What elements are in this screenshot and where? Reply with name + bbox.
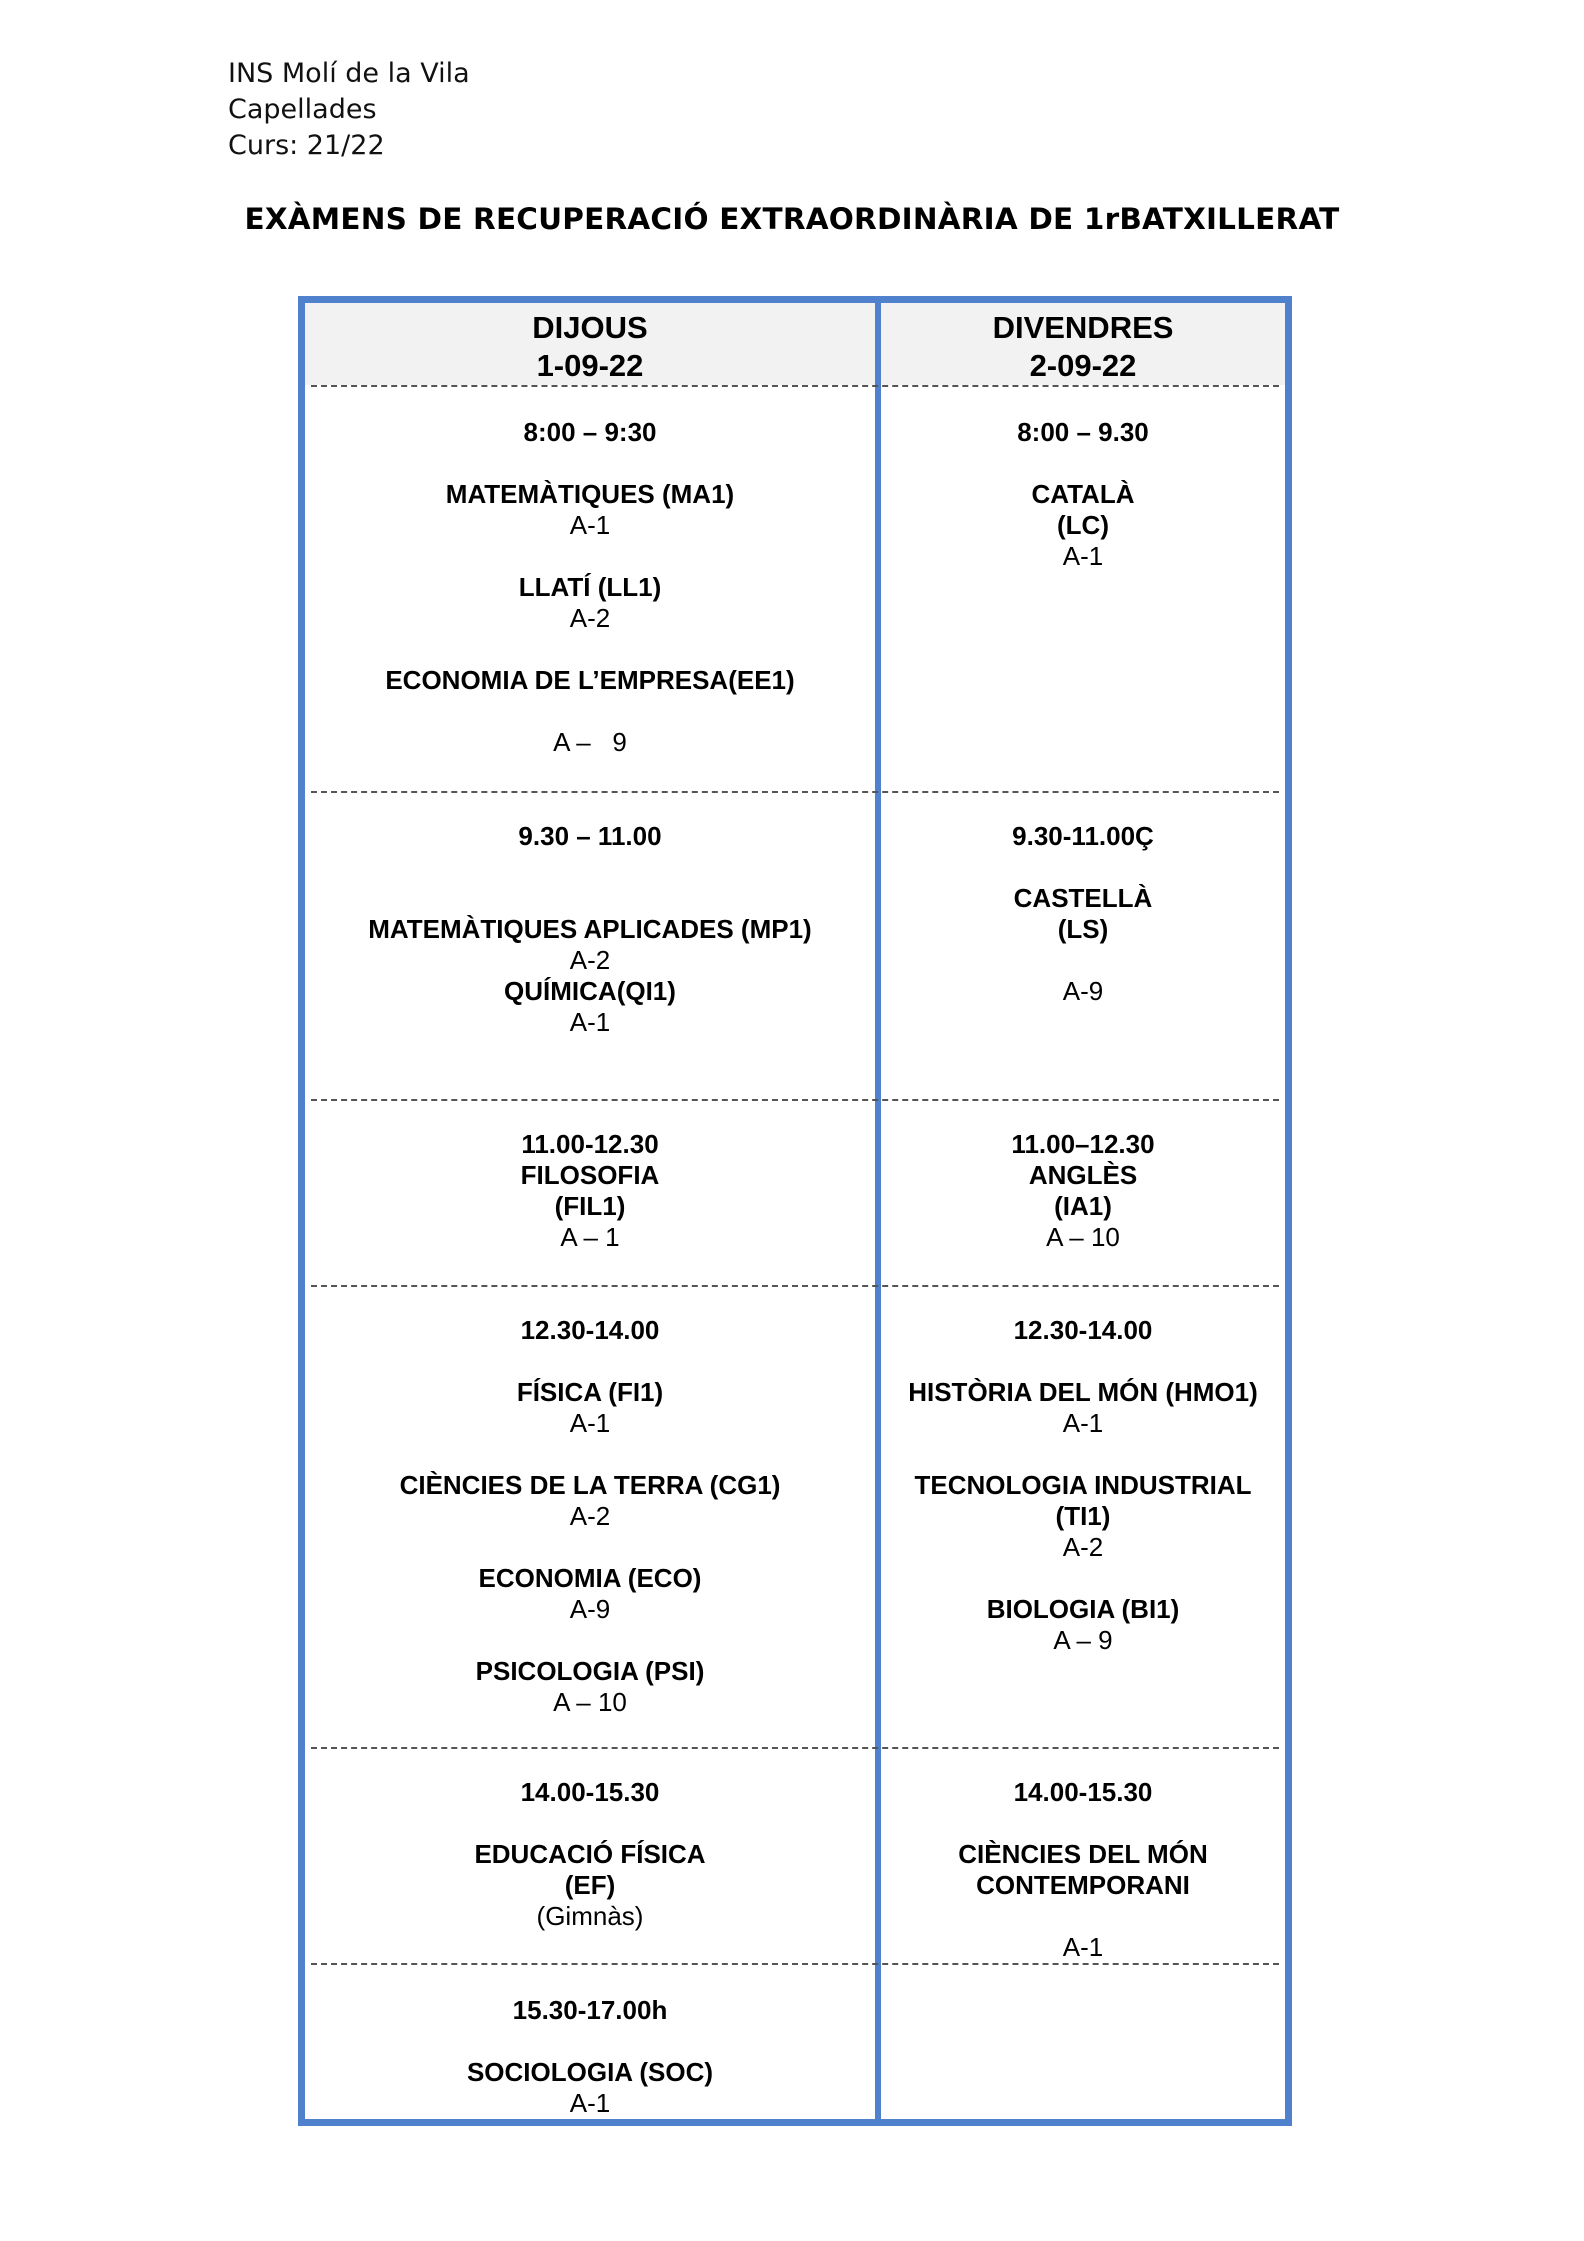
course-year: Curs: 21/22 <box>228 130 385 161</box>
exam-room: A-2 <box>569 1501 611 1531</box>
exam-subject: CIÈNCIES DE LA TERRA (CG1) <box>399 1470 781 1500</box>
friday-header <box>881 309 1285 385</box>
slot-time: 15.30-17.00h <box>512 1995 668 2025</box>
exam-subject: MATEMÀTIQUES (MA1) <box>445 479 735 509</box>
friday-slot-4 <box>881 1315 1285 1656</box>
friday-slot-3 <box>881 1129 1285 1253</box>
exam-subject: TECNOLOGIA INDUSTRIAL <box>914 1470 1252 1500</box>
exam-room: A – 1 <box>560 1222 620 1252</box>
slot-time: 8:00 – 9.30 <box>1017 417 1149 447</box>
thursday-slot-5 <box>305 1777 875 1932</box>
document-header <box>228 56 470 164</box>
exam-code: (TI1) <box>1055 1501 1111 1531</box>
slot-time: 8:00 – 9:30 <box>523 417 657 447</box>
friday-slot-1 <box>881 417 1285 572</box>
exam-room: A – 10 <box>553 1687 627 1717</box>
slot-time: 11.00-12.30 <box>521 1129 659 1159</box>
exam-subject: PSICOLOGIA (PSI) <box>475 1656 705 1686</box>
date-label: 2-09-22 <box>1029 348 1137 383</box>
exam-subject: CATALÀ <box>1031 479 1135 509</box>
exam-room: A – 9 <box>1053 1625 1113 1655</box>
exam-code: (FIL1) <box>554 1191 626 1221</box>
exam-room: A-1 <box>569 2088 611 2118</box>
exam-subject: ANGLÈS <box>1028 1160 1138 1190</box>
thursday-column <box>305 303 875 2119</box>
thursday-slot-1 <box>305 417 875 758</box>
exam-room: A-1 <box>569 1408 611 1438</box>
friday-slot-5 <box>881 1777 1285 1963</box>
exam-schedule-table <box>298 296 1292 2126</box>
exam-code: (LS) <box>1057 914 1109 944</box>
date-label: 1-09-22 <box>536 348 644 383</box>
exam-room: A – 9 <box>553 727 627 757</box>
slot-time: 12.30-14.00 <box>520 1315 660 1345</box>
exam-room: A-1 <box>1062 1408 1104 1438</box>
town-name: Capellades <box>228 94 377 125</box>
exam-subject: CIÈNCIES DEL MÓN <box>958 1839 1208 1869</box>
exam-room: A-9 <box>569 1594 611 1624</box>
thursday-slot-3 <box>305 1129 875 1253</box>
friday-column <box>881 303 1285 2119</box>
exam-code: (IA1) <box>1054 1191 1112 1221</box>
slot-time: 9.30-11.00Ç <box>1012 821 1154 851</box>
exam-subject: CASTELLÀ <box>1013 883 1153 913</box>
exam-room: A-1 <box>1062 541 1104 571</box>
exam-room: A-2 <box>569 603 611 633</box>
exam-subject: HISTÒRIA DEL MÓN (HMO1) <box>908 1377 1258 1407</box>
slot-time: 11.00–12.30 <box>1011 1129 1155 1159</box>
thursday-slot-4 <box>305 1315 875 1718</box>
exam-subject: MATEMÀTIQUES APLICADES (MP1) <box>368 914 812 944</box>
exam-room: A-1 <box>1062 1932 1104 1962</box>
school-name: INS Molí de la Vila <box>228 58 470 89</box>
exam-subject: QUÍMICA(QI1) <box>504 976 676 1006</box>
slot-time: 12.30-14.00 <box>1013 1315 1153 1345</box>
thursday-header <box>305 309 875 385</box>
exam-room: A – 10 <box>1046 1222 1120 1252</box>
thursday-slot-6 <box>305 1995 875 2119</box>
slot-time: 9.30 – 11.00 <box>518 821 662 851</box>
exam-room: A-9 <box>1062 976 1104 1006</box>
exam-subject: CONTEMPORANI <box>976 1870 1190 1900</box>
exam-subject: ECONOMIA (ECO) <box>478 1563 702 1593</box>
slot-time: 14.00-15.30 <box>520 1777 660 1807</box>
exam-subject: EDUCACIÓ FÍSICA <box>474 1839 706 1869</box>
exam-room: (Gimnàs) <box>536 1901 644 1931</box>
exam-subject: FÍSICA (FI1) <box>516 1377 664 1407</box>
exam-subject: FILOSOFIA <box>520 1160 660 1190</box>
exam-room: A-1 <box>569 510 611 540</box>
exam-subject: LLATÍ (LL1) <box>518 572 662 602</box>
page-title: EXÀMENS DE RECUPERACIÓ EXTRAORDINÀRIA DE 1rBATXILLERAT <box>244 202 1340 236</box>
exam-code: (EF) <box>564 1870 616 1900</box>
day-label: DIJOUS <box>532 310 648 345</box>
exam-subject: ECONOMIA DE L’EMPRESA(EE1) <box>385 665 795 695</box>
exam-room: A-1 <box>569 1007 611 1037</box>
thursday-slot-2 <box>305 821 875 1038</box>
exam-subject: BIOLOGIA (BI1) <box>986 1594 1180 1624</box>
exam-code: (LC) <box>1057 510 1109 540</box>
exam-room: A-2 <box>569 945 611 975</box>
exam-room: A-2 <box>1062 1532 1104 1562</box>
day-label: DIVENDRES <box>992 310 1174 345</box>
slot-time: 14.00-15.30 <box>1013 1777 1153 1807</box>
friday-slot-2 <box>881 821 1285 1007</box>
exam-subject: SOCIOLOGIA (SOC) <box>466 2057 714 2087</box>
